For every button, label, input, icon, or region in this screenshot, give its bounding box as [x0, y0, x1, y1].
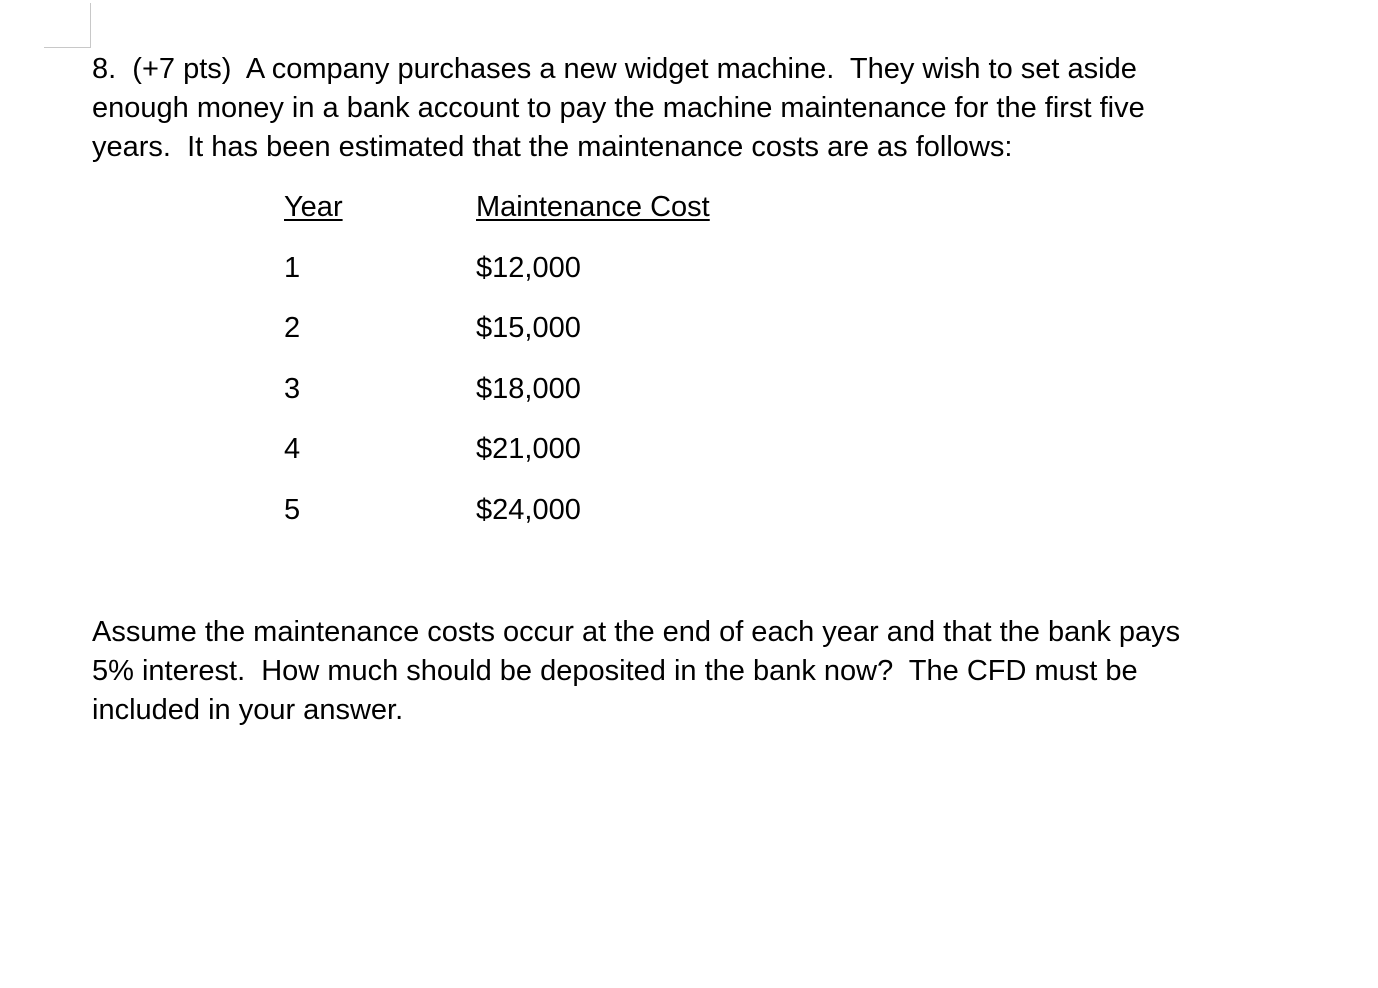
intro-line: enough money in a bank account to pay the machine maintenance for the first five: [92, 92, 1145, 124]
maintenance-cost-header: Maintenance Cost: [476, 191, 710, 223]
outro-line: included in your answer.: [92, 694, 404, 726]
question-outro: [92, 613, 1332, 730]
table-cell-year: 1: [284, 252, 301, 284]
year-header: Year: [284, 191, 343, 223]
intro-line: 8. (+7 pts) A company purchases a new widget machine. They wish to set aside: [92, 53, 1137, 85]
outro-line: 5% interest. How much should be deposited in the bank now? The CFD must be: [92, 655, 1138, 687]
table-cell-cost: $24,000: [476, 494, 581, 526]
table-cell-year: 4: [284, 433, 301, 465]
page-corner-marker: [44, 3, 91, 48]
intro-line: years. It has been estimated that the maintenance costs are as follows:: [92, 131, 1013, 163]
question-intro: [92, 50, 1332, 167]
table-cell-cost: $12,000: [476, 252, 581, 284]
outro-line: Assume the maintenance costs occur at the end of each year and that the bank pays: [92, 616, 1181, 648]
table-cell-cost: $18,000: [476, 373, 581, 405]
table-cell-cost: $15,000: [476, 312, 581, 344]
table-cell-cost: $21,000: [476, 433, 581, 465]
table-cell-year: 2: [284, 312, 301, 344]
table-cell-year: 3: [284, 373, 301, 405]
table-cell-year: 5: [284, 494, 301, 526]
